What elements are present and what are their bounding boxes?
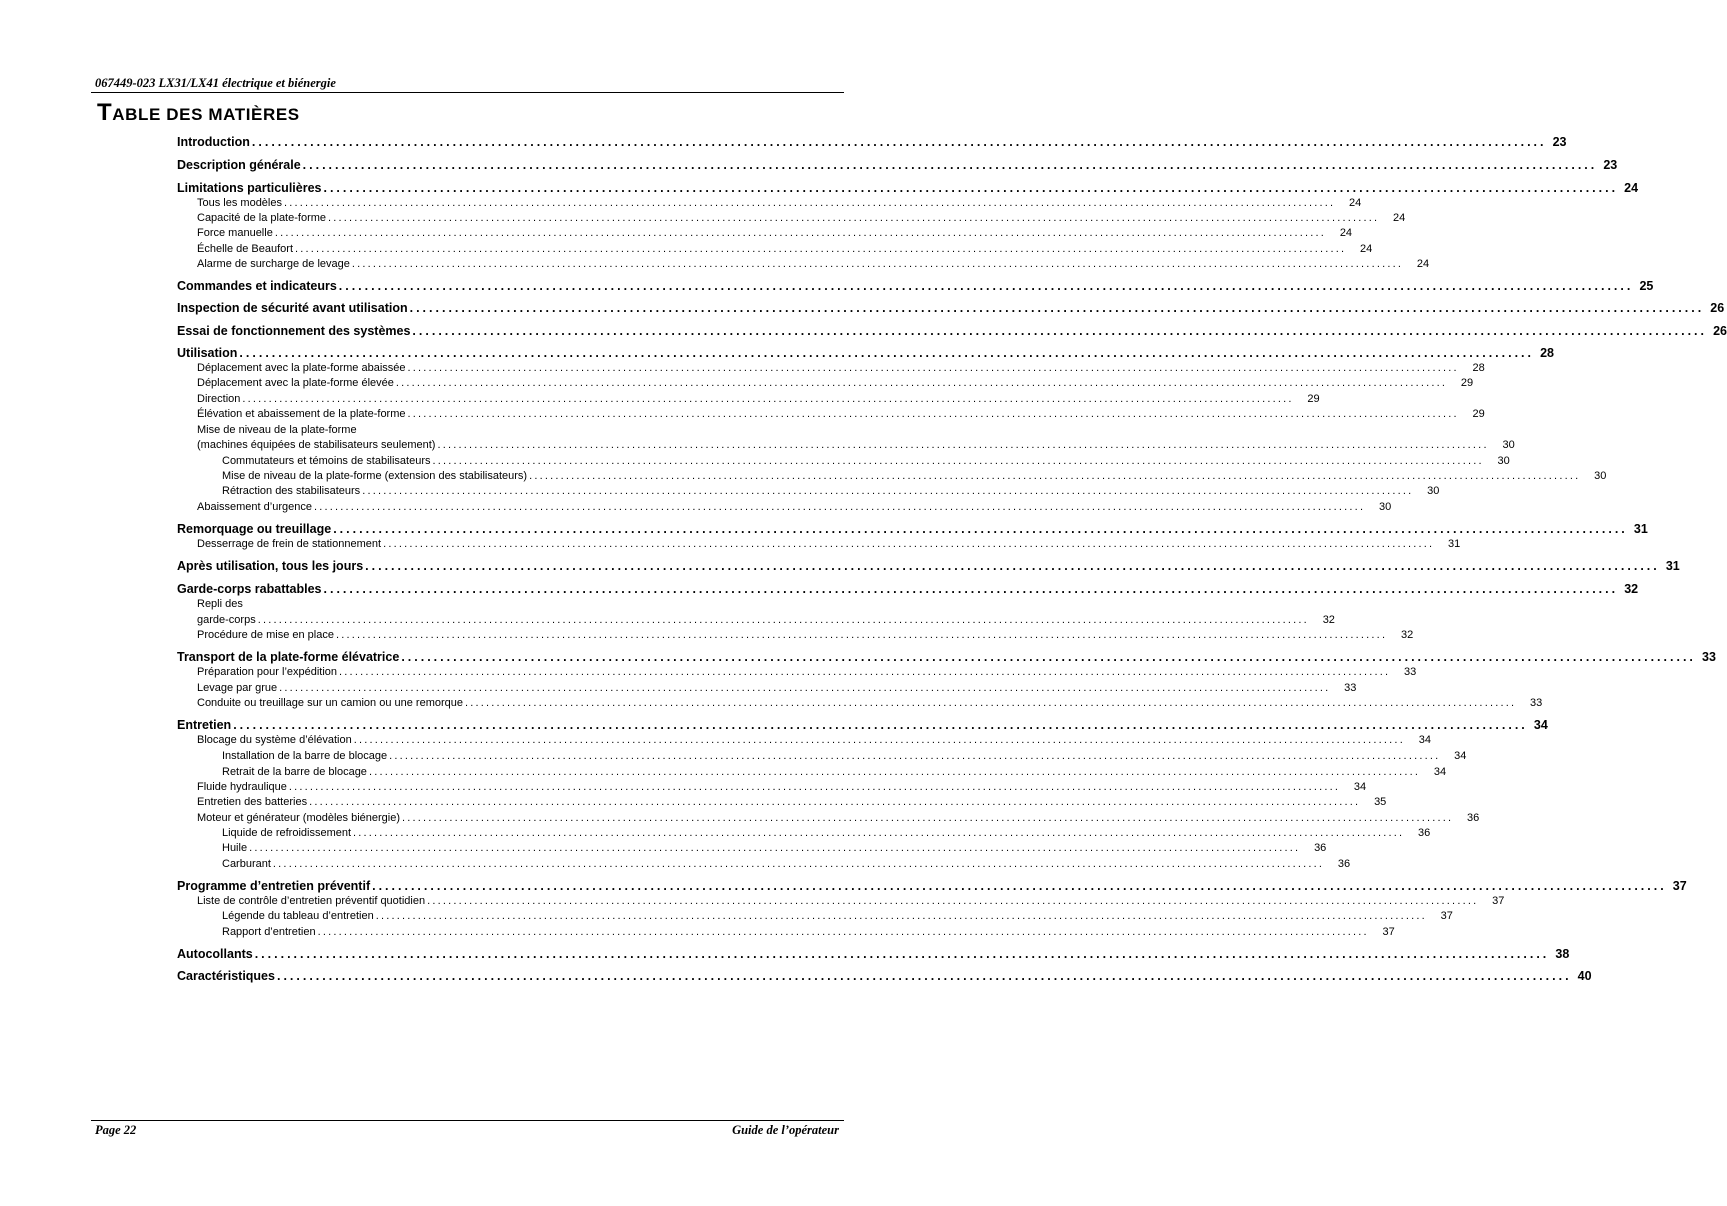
toc-entry-label: Procédure de mise en place: [197, 629, 334, 641]
toc-entry-label: Commutateurs et témoins de stabilisateurs: [222, 455, 431, 467]
toc-entry-page: 37: [1440, 910, 1453, 922]
toc-entry-label: Blocage du système d’élévation: [197, 734, 352, 746]
toc-entry-page: 30: [1594, 470, 1607, 482]
toc-entry-page: 30: [1378, 501, 1392, 513]
toc-entry[interactable]: [197, 226, 1353, 240]
title-rest: ABLE DES MATIÈRES: [112, 105, 300, 124]
dot-leader: ........................................................................................................................................................................................................: [383, 538, 1435, 550]
toc-entry-page: 29: [1307, 393, 1320, 405]
toc-entry-page: 31: [1633, 522, 1648, 536]
toc-entry[interactable]: [197, 537, 1461, 551]
dot-leader: ........................................................................................................................................................................................................: [302, 158, 1598, 172]
toc-entry[interactable]: [197, 811, 1480, 825]
footer-rule: [91, 1120, 844, 1121]
toc-entry-label: Légende du tableau d’entretien: [222, 910, 374, 922]
toc-entry[interactable]: [222, 841, 1327, 855]
toc-entry-page: 30: [1502, 439, 1515, 451]
toc-entry-page: 34: [1418, 734, 1431, 746]
toc-entry-page: 33: [1344, 682, 1357, 694]
toc-entry-label: Direction: [197, 393, 241, 405]
toc-entry[interactable]: [177, 323, 1727, 339]
toc-entry[interactable]: [197, 665, 1417, 679]
toc-entry-label: garde-corps: [197, 614, 256, 626]
dot-leader: ........................................................................................................................................................................................................: [242, 393, 1294, 405]
dot-leader: ........................................................................................................................................................................................................: [233, 718, 1528, 732]
toc-entry-label: Retrait de la barre de blocage: [222, 766, 367, 778]
toc-entry-page: 28: [1540, 346, 1555, 360]
toc-entry-label: Caractéristiques: [177, 969, 275, 983]
toc-entry[interactable]: [222, 469, 1607, 483]
dot-leader: ........................................................................................................................................................................................................: [412, 324, 1708, 338]
toc-entry[interactable]: [197, 780, 1367, 794]
toc-entry-page: 36: [1467, 812, 1480, 824]
toc-entry-label: Mise de niveau de la plate-forme (extension des stabilisateurs): [222, 470, 528, 482]
dot-leader: ........................................................................................................................................................................................................: [251, 135, 1547, 149]
toc-entry[interactable]: [177, 581, 1639, 597]
toc-entry[interactable]: [197, 628, 1414, 642]
toc-entry-page: 34: [1454, 750, 1467, 762]
toc-entry-page: 29: [1460, 377, 1474, 389]
toc-entry-page: 30: [1427, 485, 1440, 497]
toc-entry-label: Garde-corps rabattables: [177, 582, 322, 596]
dot-leader: ........................................................................................................................................................................................................: [437, 439, 1489, 451]
toc-entry-label: Commandes et indicateurs: [177, 279, 337, 293]
toc-entry-label: Préparation pour l’expédition: [197, 666, 338, 678]
toc-entry[interactable]: [197, 681, 1357, 695]
toc-entry[interactable]: [177, 180, 1639, 196]
toc-entry-label: Transport de la plate-forme élévatrice: [177, 650, 400, 664]
toc-entry-page: 24: [1624, 181, 1639, 195]
dot-leader: ........................................................................................................................................................................................................: [274, 227, 1327, 239]
toc-entry-page: 30: [1497, 455, 1510, 467]
toc-entry-page: 26: [1713, 324, 1727, 338]
dot-leader: ........................................................................................................................................................................................................: [362, 485, 1414, 497]
toc-entry-page: 35: [1374, 796, 1387, 808]
toc-entry[interactable]: [177, 558, 1680, 574]
toc-entry-label: Force manuelle: [197, 227, 273, 239]
toc-entry-label: Échelle de Beaufort: [197, 243, 294, 255]
toc-entry[interactable]: [197, 733, 1431, 747]
dot-leader: ........................................................................................................................................................................................................: [317, 926, 1369, 938]
toc-entry-page: 36: [1337, 858, 1351, 870]
toc-entry-page: 32: [1400, 629, 1414, 641]
toc-entry[interactable]: [222, 765, 1447, 779]
toc-entry[interactable]: [197, 696, 1543, 710]
dot-leader: ........................................................................................................................................................................................................: [279, 682, 1331, 694]
toc-entry[interactable]: [177, 968, 1592, 984]
toc-entry-label: Tous les modèles: [197, 197, 282, 209]
toc-entry-label: Limitations particulières: [177, 181, 322, 195]
toc-entry-page: 32: [1322, 614, 1335, 626]
dot-leader: ........................................................................................................................................................................................................: [257, 614, 1309, 626]
toc-entry-label: Élévation et abaissement de la plate-forme: [197, 408, 406, 420]
dot-leader: ........................................................................................................................................................................................................: [272, 858, 1325, 870]
toc-entry-label: Abaissement d’urgence: [197, 501, 312, 513]
dot-leader: ........................................................................................................................................................................................................: [288, 781, 1341, 793]
toc-entry-label: Liquide de refroidissement: [222, 827, 352, 839]
toc-entry[interactable]: [177, 278, 1654, 294]
toc-entry-page: 29: [1472, 408, 1485, 420]
toc-entry-page: 24: [1360, 243, 1373, 255]
toc-entry[interactable]: [222, 925, 1395, 939]
dot-leader: ........................................................................................................................................................................................................: [338, 279, 1634, 293]
toc-entry-label: Liste de contrôle d’entretien préventif quotidien: [197, 895, 426, 907]
toc-entry-page: 33: [1529, 697, 1543, 709]
dot-leader: ........................................................................................................................................................................................................: [309, 796, 1361, 808]
toc-entry-label: Remorquage ou treuillage: [177, 522, 332, 536]
toc-entry-label: Moteur et générateur (modèles biénergie): [197, 812, 401, 824]
toc-entry-label: Carburant: [222, 858, 271, 870]
dot-leader: ........................................................................................................................................................................................................: [389, 750, 1441, 762]
toc-entry-label: Rétraction des stabilisateurs: [222, 485, 361, 497]
toc-entry-label: Description générale: [177, 158, 301, 172]
toc-entry[interactable]: [197, 196, 1362, 210]
toc-entry-label: Mise de niveau de la plate-forme: [197, 424, 357, 436]
toc-entry-page: 23: [1552, 135, 1567, 149]
toc-entry-page: 24: [1393, 212, 1406, 224]
toc-entry[interactable]: [177, 946, 1570, 962]
dot-leader: ........................................................................................................................................................................................................: [375, 910, 1427, 922]
dot-leader: ........................................................................................................................................................................................................: [409, 301, 1705, 315]
toc-entry-label: Levage par grue: [197, 682, 278, 694]
toc-entry-label: Installation de la barre de blocage: [222, 750, 388, 762]
toc-entry[interactable]: [197, 257, 1430, 271]
dot-leader: ........................................................................................................................................................................................................: [407, 362, 1459, 374]
toc-entry[interactable]: [177, 649, 1716, 665]
toc-entry-page: 24: [1416, 258, 1430, 270]
dot-leader: ........................................................................................................................................................................................................: [353, 734, 1405, 746]
dot-leader: ........................................................................................................................................................................................................: [254, 947, 1550, 961]
toc-entry-page: 31: [1665, 559, 1680, 573]
toc-entry[interactable]: [197, 407, 1485, 421]
toc-entry-label: Essai de fonctionnement des systèmes: [177, 324, 411, 338]
toc-entry[interactable]: [177, 300, 1725, 316]
toc-entry[interactable]: [177, 345, 1555, 361]
toc-entry-page: 33: [1702, 650, 1716, 664]
dot-leader: ........................................................................................................................................................................................................: [313, 501, 1366, 513]
toc-entry-label: Introduction: [177, 135, 250, 149]
toc-entry[interactable]: [222, 454, 1510, 468]
dot-leader: ........................................................................................................................................................................................................: [328, 212, 1380, 224]
toc-entry[interactable]: [197, 894, 1505, 908]
toc-entry-page: 24: [1348, 197, 1362, 209]
toc-entry-page: 37: [1382, 926, 1395, 938]
toc-entry[interactable]: [177, 521, 1648, 537]
dot-leader: ........................................................................................................................................................................................................: [295, 243, 1347, 255]
toc-entry[interactable]: [222, 909, 1453, 923]
dot-leader: ........................................................................................................................................................................................................: [353, 827, 1405, 839]
toc-entry-label: Autocollants: [177, 947, 253, 961]
dot-leader: ........................................................................................................................................................................................................: [239, 346, 1535, 360]
toc-entry-page: 24: [1339, 227, 1353, 239]
toc-entry-page: 31: [1448, 538, 1461, 550]
dot-leader: ........................................................................................................................................................................................................: [276, 969, 1572, 983]
dot-leader: ........................................................................................................................................................................................................: [351, 258, 1404, 270]
dot-leader: ........................................................................................................................................................................................................: [401, 650, 1696, 664]
toc-entry-label: Conduite ou treuillage sur un camion ou une remorque: [197, 697, 463, 709]
toc-entry[interactable]: [197, 795, 1387, 809]
toc-entry[interactable]: [177, 134, 1567, 150]
toc-entry-page: 26: [1710, 301, 1725, 315]
dot-leader: ........................................................................................................................................................................................................: [402, 812, 1454, 824]
toc-entry-label: Déplacement avec la plate-forme abaissée: [197, 362, 406, 374]
dot-leader: ........................................................................................................................................................................................................: [284, 197, 1336, 209]
toc-entry[interactable]: [197, 500, 1392, 514]
dot-leader: ........................................................................................................................................................................................................: [333, 522, 1628, 536]
document-header: 067449-023 LX31/LX41 électrique et biénergie: [95, 76, 336, 90]
toc-entry-label: Déplacement avec la plate-forme élevée: [197, 377, 394, 389]
toc-entry-page: 25: [1639, 279, 1654, 293]
toc-entry-label: (machines équipées de stabilisateurs seulement): [197, 439, 436, 451]
toc-entry-label: Entretien: [177, 718, 232, 732]
guide-title: Guide de l’opérateur: [732, 1123, 839, 1137]
toc-entry-label: Après utilisation, tous les jours: [177, 559, 364, 573]
toc-entry-page: 37: [1492, 895, 1505, 907]
dot-leader: ........................................................................................................................................................................................................: [465, 697, 1517, 709]
toc-entry[interactable]: [197, 438, 1515, 452]
toc-entry-label: Huile: [222, 842, 248, 854]
toc-entry[interactable]: [197, 211, 1406, 225]
toc-entry-page: 34: [1533, 718, 1548, 732]
toc-entry-label: Entretien des batteries: [197, 796, 308, 808]
toc-entry-page: 36: [1314, 842, 1327, 854]
dot-leader: ........................................................................................................................................................................................................: [335, 629, 1388, 641]
page-number: Page 22: [95, 1123, 137, 1137]
toc-entry-label: Capacité de la plate-forme: [197, 212, 327, 224]
toc-entry-label: Desserrage de frein de stationnement: [197, 538, 382, 550]
dot-leader: ........................................................................................................................................................................................................: [432, 455, 1484, 467]
dot-leader: ........................................................................................................................................................................................................: [368, 766, 1421, 778]
toc-entry-label: Rapport d’entretien: [222, 926, 316, 938]
toc-entry-label: Alarme de surcharge de levage: [197, 258, 350, 270]
toc-entry-page: 34: [1353, 781, 1367, 793]
toc-entry-page: 33: [1404, 666, 1417, 678]
toc-entry[interactable]: [177, 878, 1687, 894]
toc-entry-label: Repli des: [197, 598, 243, 610]
toc-entry[interactable]: [177, 157, 1618, 173]
toc-entry[interactable]: [177, 717, 1548, 733]
dot-leader: ........................................................................................................................................................................................................: [529, 470, 1581, 482]
toc-entry-label: Inspection de sécurité avant utilisation: [177, 301, 408, 315]
toc-entry-page: 36: [1418, 827, 1431, 839]
toc-entry-page: 32: [1624, 582, 1639, 596]
toc-entry[interactable]: [197, 613, 1335, 627]
toc-entry[interactable]: [197, 376, 1474, 390]
dot-leader: ........................................................................................................................................................................................................: [323, 582, 1619, 596]
toc-entry[interactable]: [197, 392, 1320, 406]
dot-leader: ........................................................................................................................................................................................................: [372, 879, 1667, 893]
dot-leader: ........................................................................................................................................................................................................: [365, 559, 1660, 573]
toc-entry-label: Programme d’entretien préventif: [177, 879, 371, 893]
toc-entry-page: 37: [1672, 879, 1687, 893]
toc-entry[interactable]: [197, 361, 1485, 375]
toc-entry-page: 28: [1472, 362, 1485, 374]
dot-leader: ........................................................................................................................................................................................................: [249, 842, 1301, 854]
dot-leader: ........................................................................................................................................................................................................: [407, 408, 1459, 420]
toc-entry-page: 23: [1603, 158, 1618, 172]
toc-entry-label: Utilisation: [177, 346, 238, 360]
dot-leader: ........................................................................................................................................................................................................: [339, 666, 1391, 678]
title-initial: T: [97, 99, 113, 126]
toc-entry-page: 38: [1555, 947, 1570, 961]
dot-leader: ........................................................................................................................................................................................................: [323, 181, 1619, 195]
toc-entry[interactable]: [222, 857, 1351, 871]
toc-entry[interactable]: [222, 484, 1440, 498]
toc-entry[interactable]: [222, 749, 1467, 763]
toc-entry-page: 34: [1433, 766, 1447, 778]
toc-entry[interactable]: [222, 826, 1431, 840]
dot-leader: ........................................................................................................................................................................................................: [395, 377, 1448, 389]
toc-entry-page: 40: [1577, 969, 1592, 983]
toc-entry-label: Fluide hydraulique: [197, 781, 287, 793]
toc-entry[interactable]: [197, 242, 1373, 256]
dot-leader: ........................................................................................................................................................................................................: [427, 895, 1479, 907]
